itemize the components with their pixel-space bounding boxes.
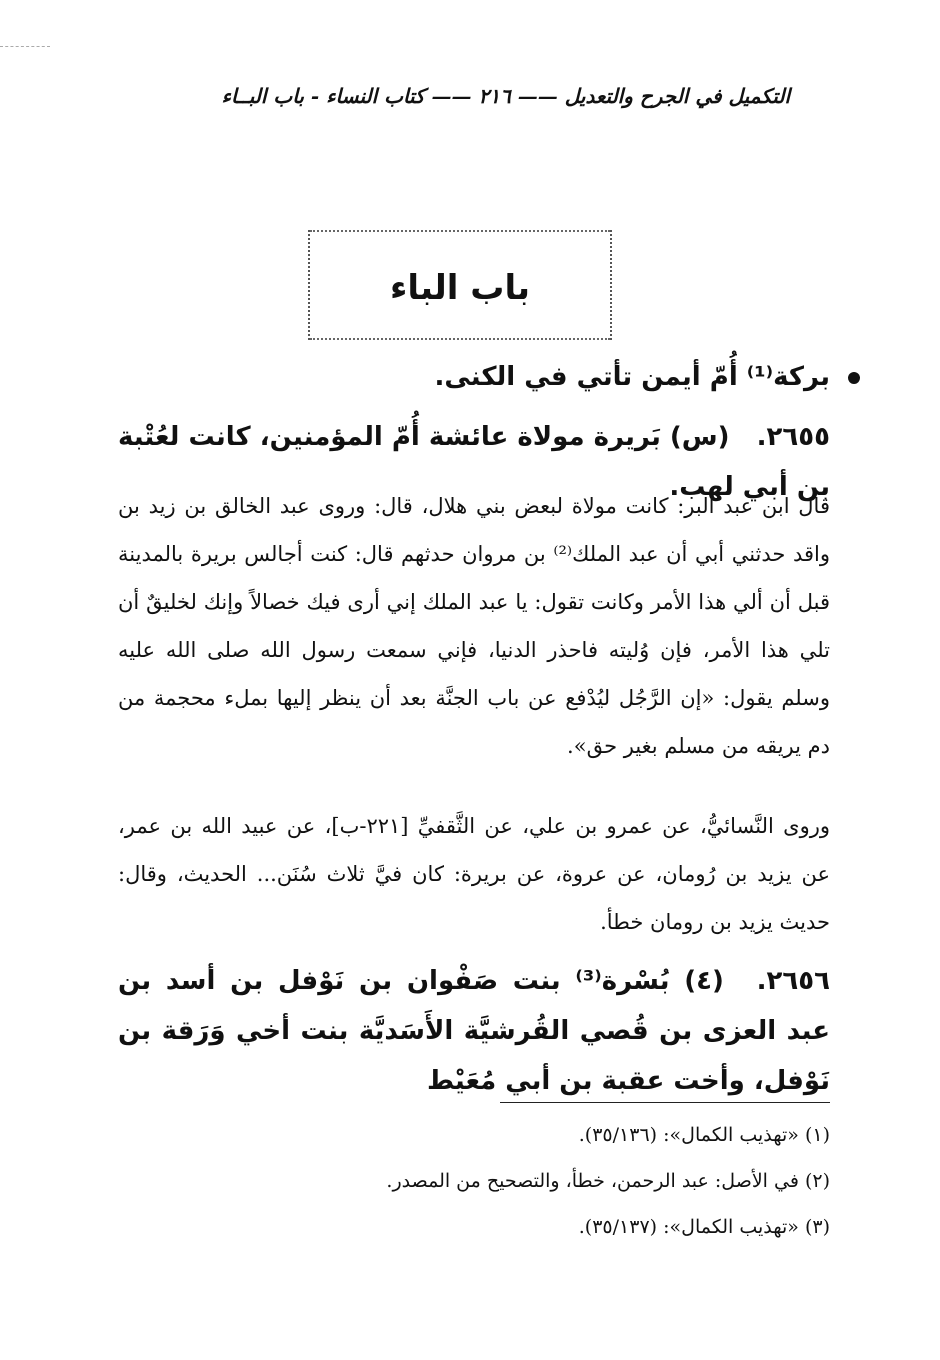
footnote: (١) «تهذيب الكمال»: (٣٥/١٣٦). bbox=[578, 1124, 830, 1146]
bullet-icon bbox=[848, 372, 860, 384]
chapter-title-frame bbox=[308, 230, 612, 340]
entry-heading-text: (س) بَريرة مولاة عائشة أُمّ المؤمنين، كانت لعُتْبة بن أبي لهب. bbox=[118, 422, 830, 502]
footnotes bbox=[150, 1112, 830, 1250]
bullet-entry-text: بركة⁽¹⁾ أُمّ أيمن تأتي في الكنى. bbox=[434, 362, 830, 392]
entry-number: ٢٦٥٦. bbox=[756, 966, 830, 996]
body-paragraph: وروى النَّسائيُّ، عن عمرو بن علي، عن الثَّقفيِّ [٢٢١-ب]، عن عبيد الله بن عمر، عن يزيد بن رُومان، عن عروة، عن بريرة: كان فيَّ ثلاث سُنَن... الحديث، وقال: حديث يزيد بن رومان خطأ. bbox=[118, 814, 831, 934]
body-paragraph: قال ابن عبد البر: كانت مولاة لبعض بني هلال، قال: وروى عبد الخالق بن زيد بن واقد حدثني أبي أن عبد الملك⁽²⁾ بن مروان حدثهم قال: كنت أجالس بريرة بالمدينة قبل أن ألي هذا الأمر وكانت تقول: يا عبد الملك إني أرى فيك خصالاً وإنك لخليقٌ أن تلي هذا الأمر، فإن وُليته فاحذر الدنيا، فإني سمعت رسول الله صلى الله عليه وسلم يقول: «إن الرَّجُل ليُدْفع عن باب الجنَّة بعد أن ينظر إليها بملء محجمة من دم يريقه من مسلم بغير حق». bbox=[118, 494, 830, 758]
ornament-top bbox=[310, 230, 610, 232]
entry-heading bbox=[118, 956, 830, 1106]
chapter-title: باب الباء bbox=[390, 268, 530, 308]
footnote-separator bbox=[500, 1102, 830, 1103]
footnote: (٣) «تهذيب الكمال»: (٣٥/١٣٧). bbox=[578, 1216, 830, 1238]
ornament-bottom bbox=[310, 338, 610, 340]
footnote: (٢) في الأصل: عبد الرحمن، خطأ، والتصحيح من المصدر. bbox=[386, 1170, 830, 1192]
running-header: التكميل في الجرح والتعديل —— ٢١٦ —— كتاب النساء - باب البــاء bbox=[221, 84, 790, 108]
entry-heading-text: (٤) بُسْرة⁽³⁾ بنت صَفْوان بن نَوْفل بن أسد بن عبد العزى بن قُصي القُرشيَّة الأَسَديَّة بنت أخي وَرَقة بن نَوْفل، وأخت عقبة بن أبي مُعَيْط bbox=[118, 966, 830, 1096]
entry-number: ٢٦٥٥. bbox=[756, 422, 830, 452]
bullet-entry bbox=[120, 352, 830, 402]
scan-edge-rule bbox=[0, 46, 50, 47]
